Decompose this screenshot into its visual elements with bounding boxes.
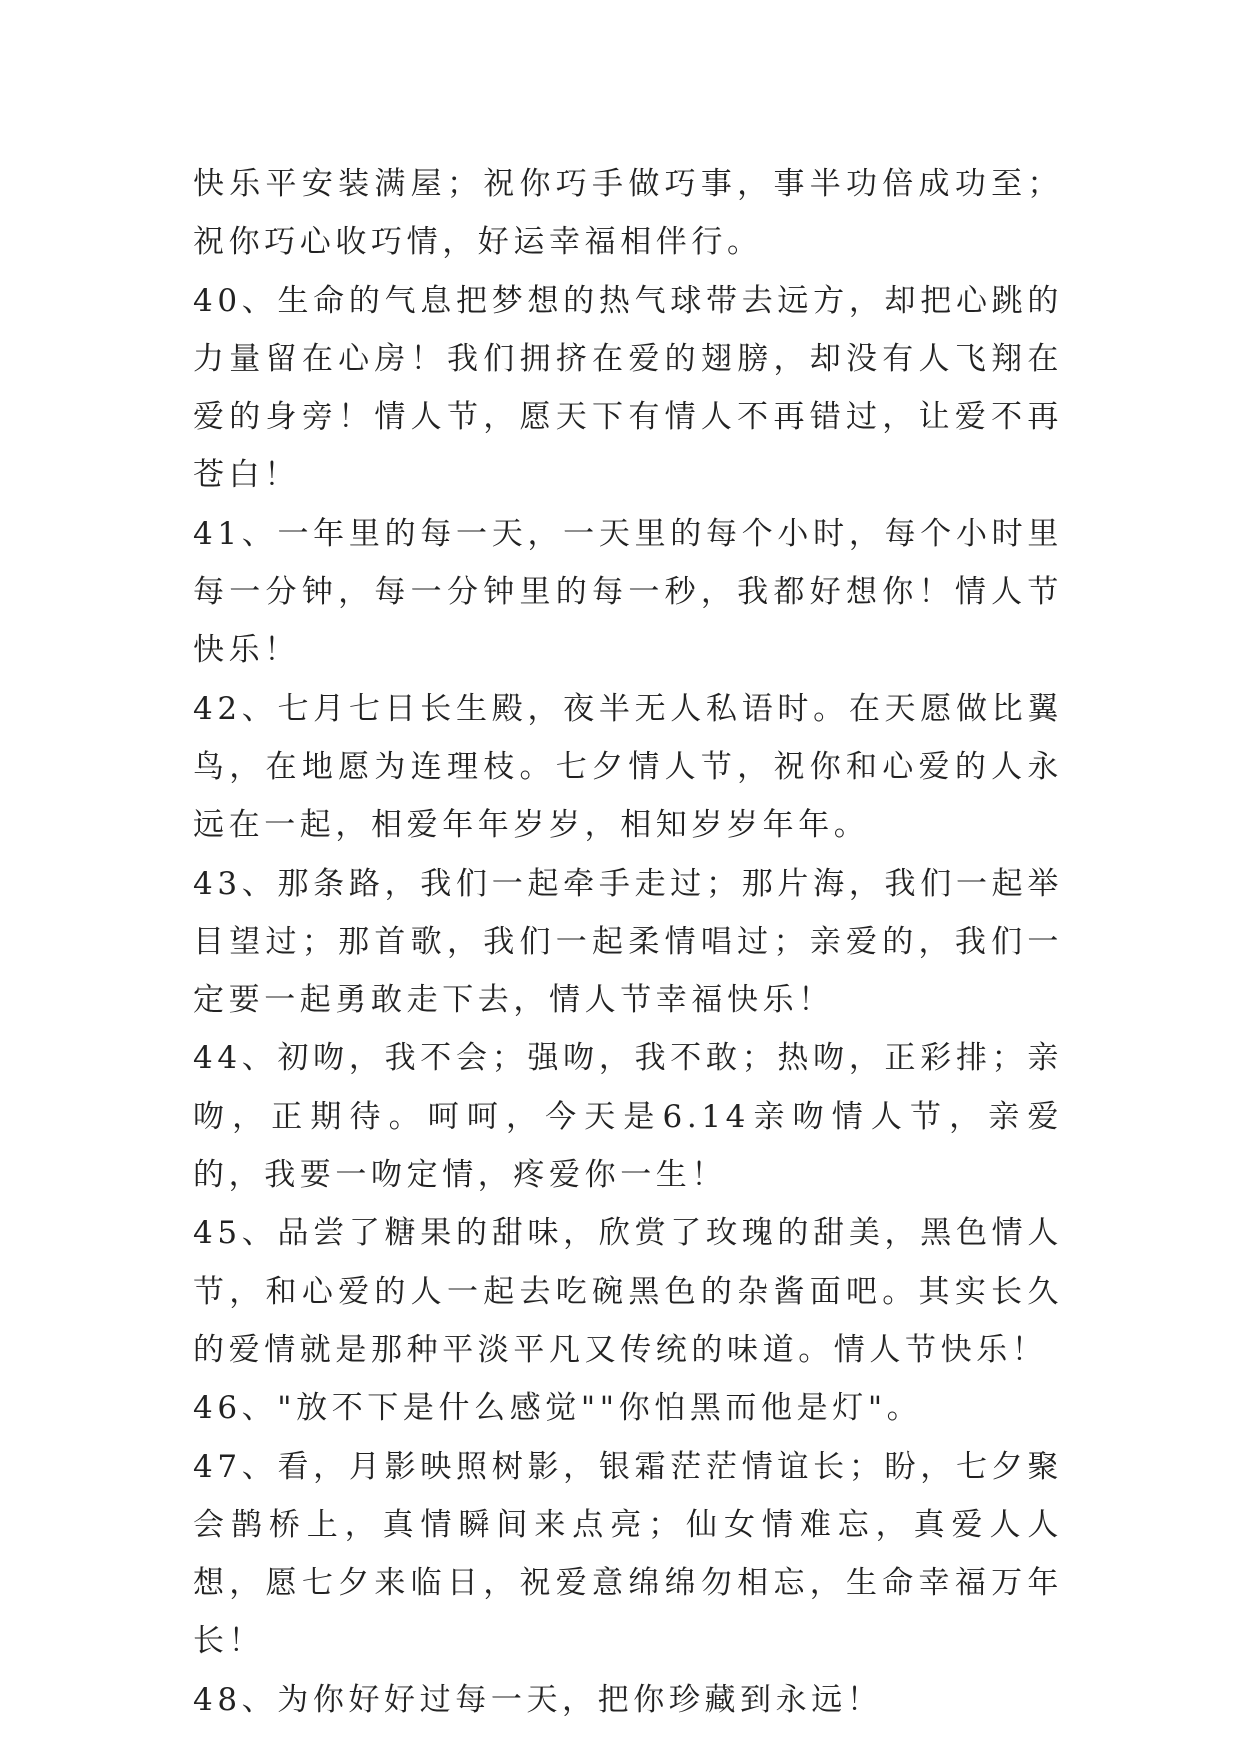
paragraph-46: 46、"放不下是什么感觉""你怕黑而他是灯"。 xyxy=(193,1390,923,1427)
paragraph-47: 47、看，月影映照树影，银霜茫茫情谊长；盼，七夕聚会鹊桥上，真情瞬间来点亮；仙女情难忘，真爱人人想，愿七夕来临日，祝爱意绵绵勿相忘，生命幸福万年长！ xyxy=(193,1448,1063,1660)
document-body xyxy=(193,155,1063,1729)
paragraph-43: 43、那条路，我们一起牵手走过；那片海，我们一起举目望过；那首歌，我们一起柔情唱过；亲爱的，我们一定要一起勇敢走下去，情人节幸福快乐！ xyxy=(193,865,1063,1019)
paragraph-45: 45、品尝了糖果的甜味，欣赏了玫瑰的甜美，黑色情人节，和心爱的人一起去吃碗黑色的杂酱面吧。其实长久的爱情就是那种平淡平凡又传统的味道。情人节快乐！ xyxy=(193,1215,1063,1368)
paragraph-44: 44、初吻，我不会；强吻，我不敢；热吻，正彩排；亲吻，正期待。呵呵，今天是6.14亲吻情人节，亲爱的，我要一吻定情，疼爱你一生！ xyxy=(193,1040,1063,1194)
paragraph-41: 41、一年里的每一天，一天里的每个小时，每个小时里每一分钟，每一分钟里的每一秒，我都好想你！情人节快乐！ xyxy=(193,515,1063,669)
paragraph-42: 42、七月七日长生殿，夜半无人私语时。在天愿做比翼鸟，在地愿为连理枝。七夕情人节，祝你和心爱的人永远在一起，相爱年年岁岁，相知岁岁年年。 xyxy=(193,690,1063,844)
paragraph-40: 40、生命的气息把梦想的热气球带去远方，却把心跳的力量留在心房！我们拥挤在爱的翅膀，却没有人飞翔在爱的身旁！情人节，愿天下有情人不再错过，让爱不再苍白！ xyxy=(193,282,1063,494)
paragraph-48: 48、为你好好过每一天，把你珍藏到永远！ xyxy=(193,1681,883,1718)
paragraph-continuation: 快乐平安装满屋；祝你巧手做巧事，事半功倍成功至；祝你巧心收巧情，好运幸福相伴行。 xyxy=(193,166,1063,261)
